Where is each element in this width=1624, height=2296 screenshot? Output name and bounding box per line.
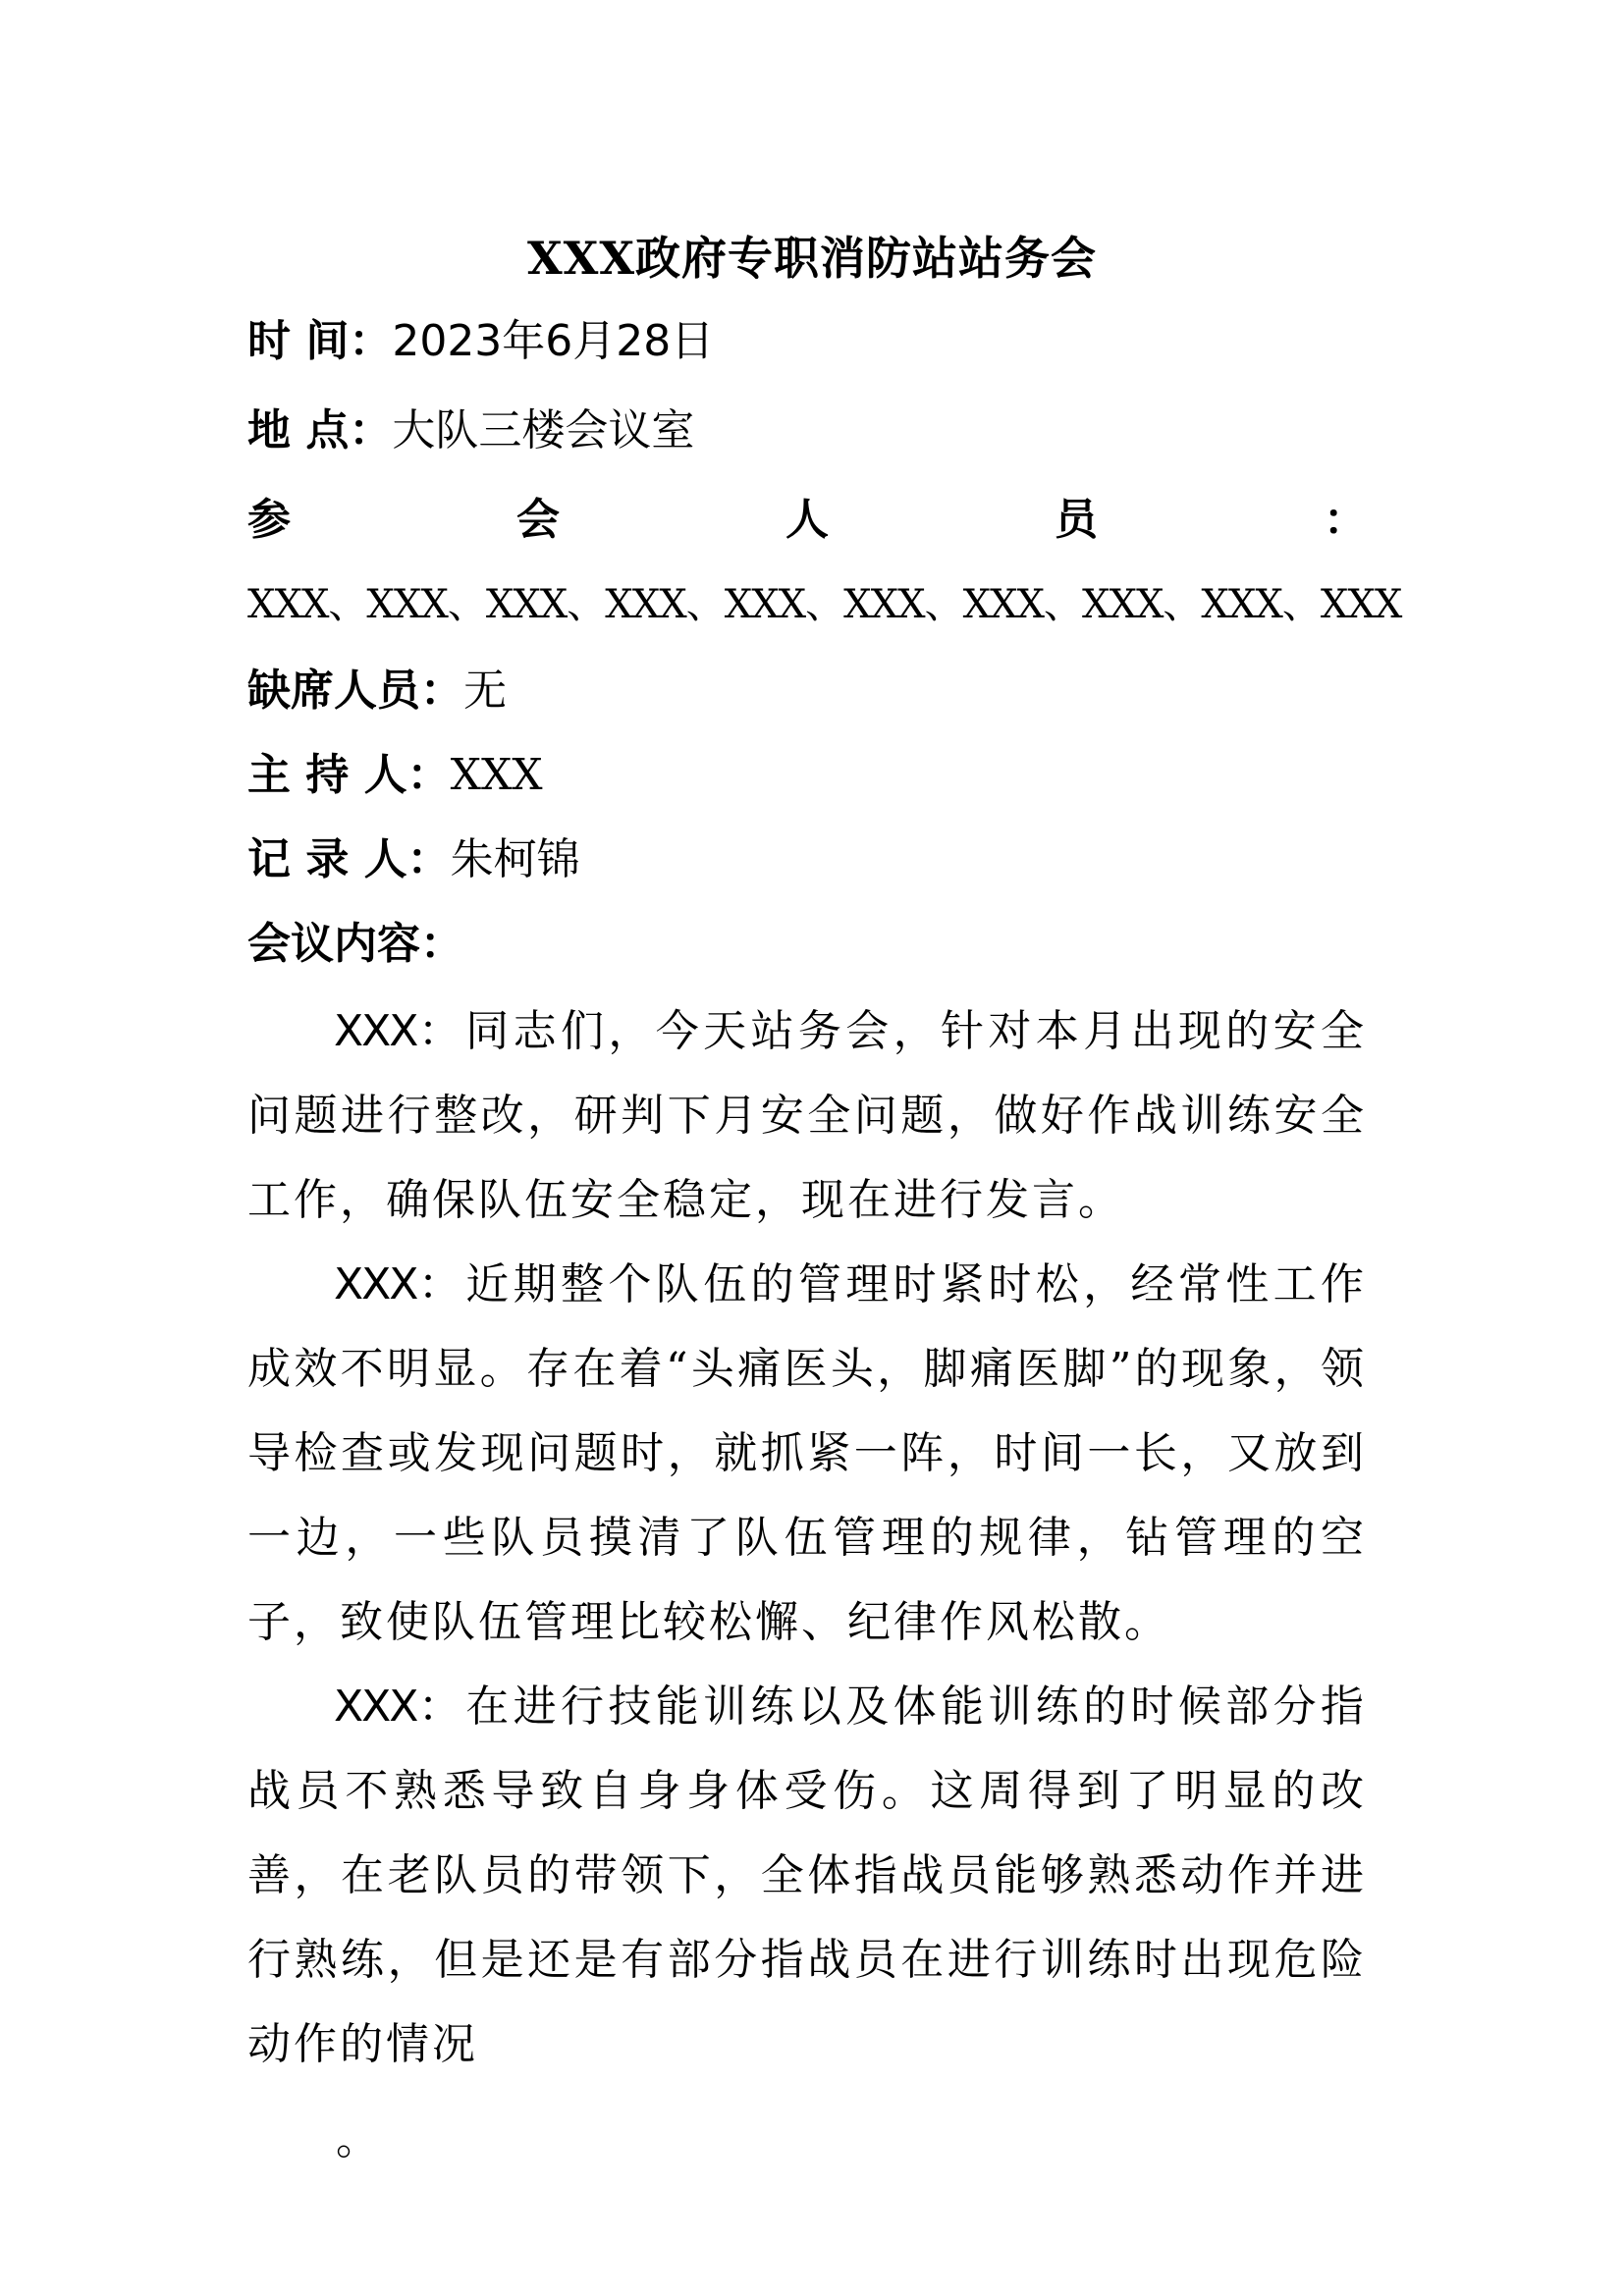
attendees-label-char: ：: [1324, 495, 1367, 545]
content-label: 会议内容：: [247, 919, 463, 969]
absent-line: [247, 656, 1367, 726]
attendees-label-char: 人: [785, 495, 829, 545]
place-value: 大队三楼会议室: [392, 405, 695, 455]
host-line: [247, 740, 1367, 811]
time-line: [247, 306, 1367, 377]
attendees-label: [247, 485, 1367, 556]
place-label: 地 点：: [247, 405, 393, 455]
content-label-line: [247, 909, 1367, 980]
recorder-label: 记 录 人：: [247, 834, 451, 884]
paragraph: [247, 989, 1367, 1243]
time-label: 时 间：: [247, 316, 393, 366]
paragraph-text: ：近期整个队伍的管理时紧时松，经常性工作成效不明显。存在着“头痛医头，脚痛医脚”的现象，领导检查或发现问题时，就抓紧一阵，时间一长，又放到一边，一些队员摸清了队伍管理的规律，钻管理的空子，致使队伍管理比较松懈、纪律作风松散。: [247, 1259, 1367, 1647]
paragraph: [247, 1243, 1367, 1665]
paragraph-speaker: XXX: [334, 1682, 417, 1732]
document-title: XXX政府专职消防站站务会: [526, 232, 1098, 285]
attendees-label-char: 参: [247, 495, 291, 545]
paragraph-text: ：同志们，今天站务会，针对本月出现的安全问题进行整改，研判下月安全问题，做好作战训练安全工作，确保队伍安全稳定，现在进行发言。: [247, 1006, 1367, 1225]
attendees-label-char: 会: [516, 495, 560, 545]
place-line: [247, 396, 1367, 466]
time-value: 2023年6月28日: [392, 316, 715, 366]
host-value: XXX: [450, 750, 543, 800]
attendees-list: XXX、XXX、XXX、XXX、XXX、XXX、XXX、XXX、XXX、XXX: [247, 582, 1402, 627]
paragraph-text: ：在进行技能训练以及体能训练的时候部分指战员不熟悉导致自身身体受伤。这周得到了明显的改善，在老队员的带领下，全体指战员能够熟悉动作并进行熟练，但是还是有部分指战员在进行训练时出现危险动作的情况: [247, 1682, 1367, 2069]
paragraph: [247, 1665, 1367, 2087]
attendees-label-char: 员: [1055, 495, 1098, 545]
host-label: 主 持 人：: [247, 750, 451, 800]
recorder-line: [247, 825, 1367, 895]
absent-value: 无: [463, 666, 507, 716]
trailing-period: 。: [336, 2114, 379, 2164]
absent-label: 缺席人员：: [247, 666, 463, 716]
recorder-value: 朱柯锦: [450, 834, 580, 884]
paragraph-speaker: XXX: [334, 1259, 417, 1309]
paragraph-speaker: XXX: [334, 1006, 417, 1056]
